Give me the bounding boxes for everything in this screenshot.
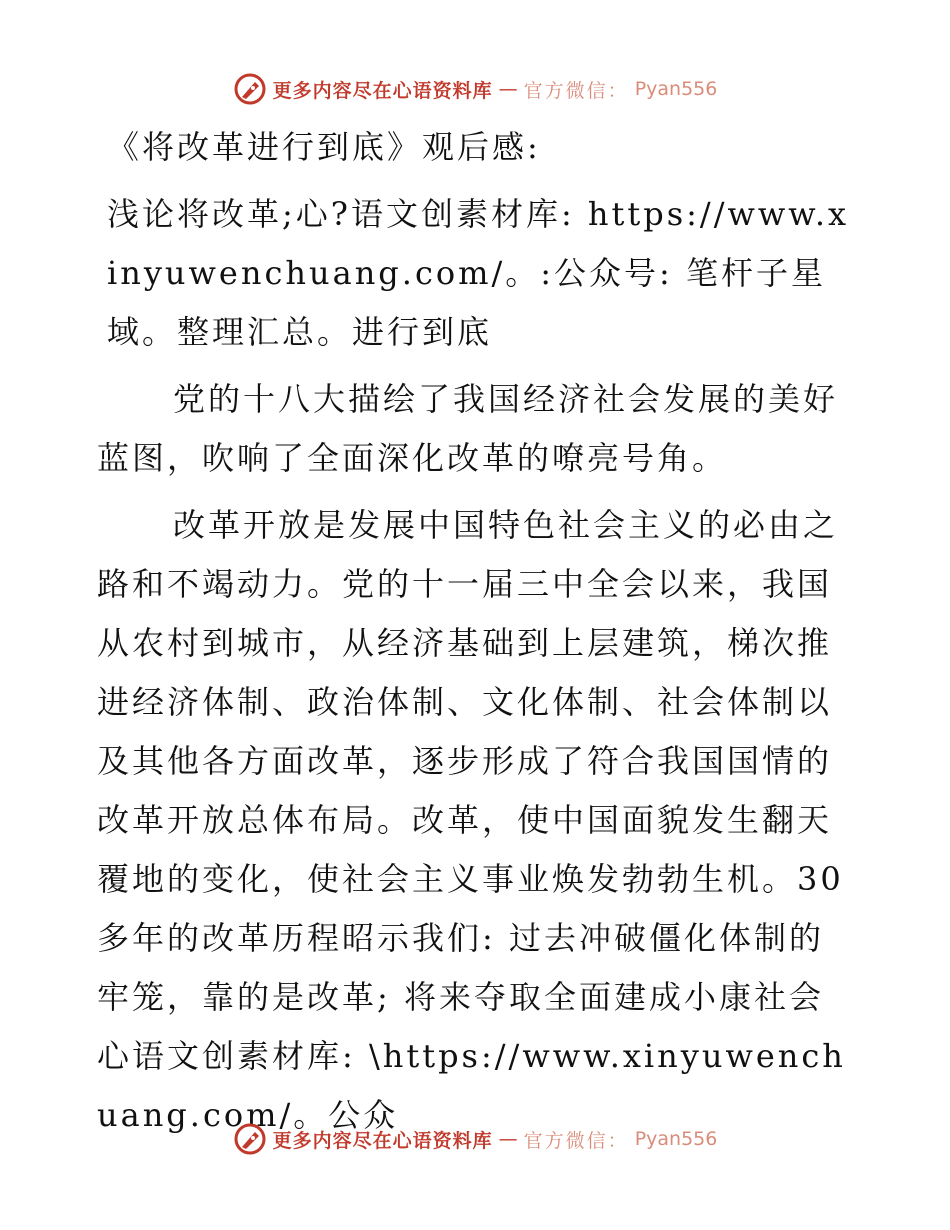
pen-nib-logo-icon bbox=[233, 72, 267, 106]
banner-wechat-label: 官方微信： bbox=[523, 1129, 629, 1152]
banner-wechat-label: 官方微信： bbox=[523, 79, 629, 102]
header-banner bbox=[0, 72, 950, 106]
banner-main-text: 更多内容尽在心语资料库 bbox=[272, 1129, 493, 1152]
body-paragraph-2: 改革开放是发展中国特色社会主义的必由之路和不竭动力。党的十一届三中全会以来，我国从农村到城市，从经济基础到上层建筑，梯次推进经济体制、政治体制、文化体制、社会体制以及其他各方面改革，逐步形成了符合我国国情的改革开放总体布局。改革，使中国面貌发生翻天覆地的变化，使社会主义事业焕发勃勃生机。30多年的改革历程昭示我们: 过去冲破僵化体制的牢笼，靠的是改革; 将来夺取全面建成小康社会心语文创素材库: \https://www.xinyuwenchuang.com/。公众 bbox=[97, 506, 846, 1134]
footer-banner bbox=[0, 1122, 950, 1156]
banner-separator: — bbox=[498, 78, 518, 100]
banner-wechat-id: Pyan556 bbox=[634, 78, 718, 100]
banner-wechat-id: Pyan556 bbox=[634, 1128, 718, 1150]
pen-nib-logo-icon bbox=[233, 1122, 267, 1156]
banner-main-text: 更多内容尽在心语资料库 bbox=[272, 79, 493, 102]
document-title: 《将改革进行到底》观后感: bbox=[107, 128, 541, 166]
body-paragraph-1: 党的十八大描绘了我国经济社会发展的美好蓝图，吹响了全面深化改革的嘹亮号角。 bbox=[97, 380, 839, 477]
document-body bbox=[97, 118, 857, 1145]
intro-paragraph: 浅论将改革;心?语文创素材库: https://www.xinyuwenchuang.com/。:公众号: 笔杆子星域。整理汇总。进行到底 bbox=[107, 195, 850, 351]
banner-separator: — bbox=[498, 1128, 518, 1150]
